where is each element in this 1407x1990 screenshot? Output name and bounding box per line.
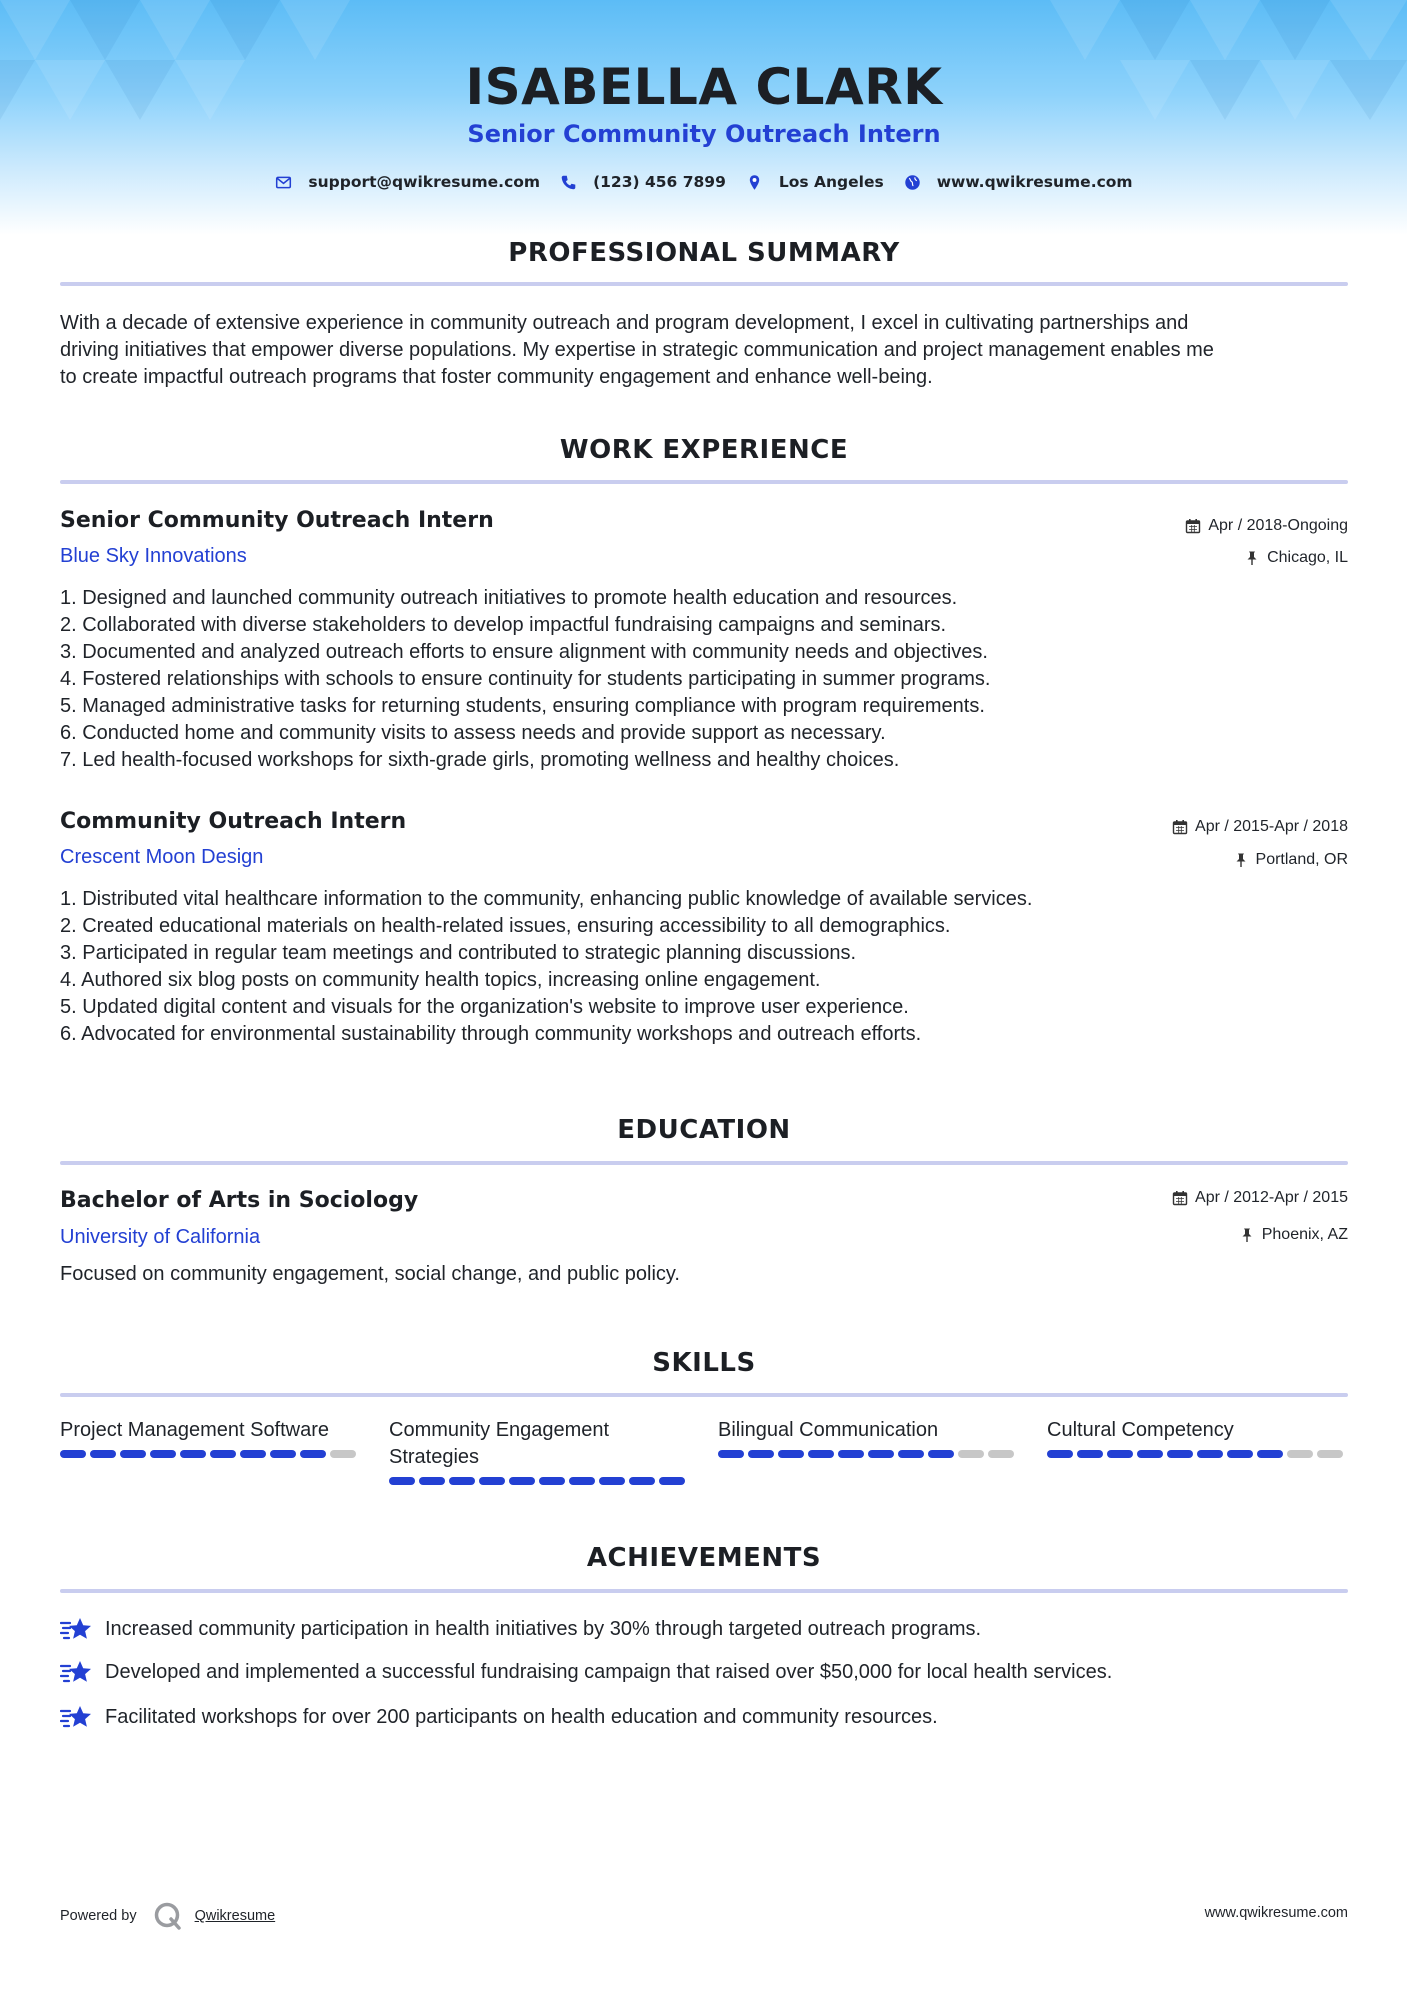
skill-name: Project Management Software [60,1419,330,1441]
skill-segment-filled [569,1477,595,1485]
triangle-pattern-background [0,0,1407,235]
skill-segment-filled [1047,1450,1073,1458]
education-divider [60,1161,1348,1165]
job-location-text: Portland, OR [1255,851,1348,868]
summary-text [60,310,1348,391]
summary-divider [60,282,1348,286]
skills-list [60,1417,1348,1485]
education-location-text: Phoenix, AZ [1261,1226,1348,1243]
achievement-text: Facilitated workshops for over 200 participants on health education and community resources. [105,1705,938,1728]
skill-segment-empty [1317,1450,1343,1458]
achievement-text: Developed and implemented a successful fundraising campaign that raised over $50,000 for local health services. [105,1660,1113,1683]
list-item: 3. Documented and analyzed outreach efforts to ensure alignment with community needs and objectives. [60,641,988,663]
footer-branding [60,1901,275,1931]
skill-level-bar [718,1450,1018,1458]
pushpin-icon [1239,1227,1255,1243]
skill-segment-filled [270,1450,296,1458]
job-responsibilities [60,585,1348,774]
skill-segment-filled [389,1477,415,1485]
education-dates-text: Apr / 2012-Apr / 2015 [1195,1189,1348,1206]
job-company[interactable]: Crescent Moon Design [60,846,264,868]
education-description: Focused on community engagement, social change, and public policy. [60,1263,680,1285]
list-item: 6. Conducted home and community visits to assess needs and provide support as necessary. [60,722,886,744]
skill-segment-empty [330,1450,356,1458]
globe-icon [904,174,921,191]
skill-segment-filled [629,1477,655,1485]
job-location-text: Chicago, IL [1267,549,1348,566]
summary-line: With a decade of extensive experience in community outreach and program development, I excel in cultivating partnerships and [60,312,1189,334]
skill-segment-empty [988,1450,1014,1458]
summary-heading: PROFESSIONAL SUMMARY [508,238,900,268]
skill-segment-filled [1107,1450,1133,1458]
contact-bar [60,173,1348,191]
qwikresume-link[interactable]: Qwikresume [194,1908,276,1924]
list-item: 1. Designed and launched community outreach initiatives to promote health education and resources. [60,587,958,609]
skill-segment-filled [1167,1450,1193,1458]
list-item: 6. Advocated for environmental sustainability through community workshops and outreach efforts. [60,1023,922,1045]
skill-segment-filled [90,1450,116,1458]
phone-icon [560,174,577,191]
summary-line: to create impactful outreach programs that foster community engagement and enhance well-being. [60,366,933,388]
skill-segment-filled [928,1450,954,1458]
candidate-name: ISABELLA CLARK [465,58,943,116]
list-item: 7. Led health-focused workshops for sixth-grade girls, promoting wellness and healthy choices. [60,749,900,771]
pushpin-icon [1233,852,1249,868]
contact-phone[interactable] [560,173,726,191]
skill-segment-empty [1287,1450,1313,1458]
skill-segment-filled [509,1477,535,1485]
achievement-item [60,1615,981,1643]
skills-heading: SKILLS [652,1348,756,1378]
calendar-icon [1172,1190,1188,1206]
skill-segment-filled [240,1450,266,1458]
contact-email[interactable] [275,173,540,191]
envelope-icon [275,174,292,191]
skill-segment-filled [60,1450,86,1458]
list-item: 2. Created educational materials on health-related issues, ensuring accessibility to all demographics. [60,915,951,937]
skill-segment-filled [838,1450,864,1458]
skill-segment-filled [210,1450,236,1458]
list-item: 1. Distributed vital healthcare information to the community, enhancing public knowledge of available services. [60,888,1033,910]
star-icon [60,1703,92,1731]
achievement-item [60,1703,938,1731]
skill-segment-filled [748,1450,774,1458]
skill-segment-filled [778,1450,804,1458]
skill-segment-filled [1077,1450,1103,1458]
experience-heading: WORK EXPERIENCE [559,435,849,465]
qwikresume-logo-icon [153,1901,183,1931]
school-name[interactable]: University of California [60,1226,261,1248]
degree-title: Bachelor of Arts in Sociology [60,1188,419,1213]
skill-item [1047,1417,1347,1485]
list-item: 4. Fostered relationships with schools to ensure continuity for students participating in summer programs. [60,668,991,690]
skill-segment-filled [1227,1450,1253,1458]
skill-segment-filled [599,1477,625,1485]
star-icon [60,1615,92,1643]
skill-segment-filled [479,1477,505,1485]
job-dates-text: Apr / 2015-Apr / 2018 [1195,818,1348,835]
skill-segment-filled [180,1450,206,1458]
skill-name: Cultural Competency [1047,1419,1234,1441]
list-item: 2. Collaborated with diverse stakeholders to develop impactful fundraising campaigns and seminars. [60,614,947,636]
contact-location [746,173,884,191]
skill-segment-filled [808,1450,834,1458]
education-location [1239,1226,1348,1244]
contact-email-text: support@qwikresume.com [308,173,541,191]
list-item: 3. Participated in regular team meetings and contributed to strategic planning discussions. [60,942,857,964]
skills-divider [60,1393,1348,1397]
achievements-divider [60,1589,1348,1593]
job-dates [1185,517,1348,535]
skill-name: Bilingual Communication [718,1419,939,1441]
education-heading: EDUCATION [617,1115,791,1145]
skill-segment-filled [898,1450,924,1458]
achievement-text: Increased community participation in health initiatives by 30% through targeted outreach programs. [105,1617,982,1640]
skill-segment-filled [1257,1450,1283,1458]
skill-segment-filled [449,1477,475,1485]
powered-by-label: Powered by [60,1908,137,1924]
achievements-heading: ACHIEVEMENTS [586,1543,822,1573]
skill-item [718,1417,1018,1485]
contact-phone-text: (123) 456 7899 [593,173,726,191]
calendar-icon [1185,518,1201,534]
job-dates-text: Apr / 2018-Ongoing [1208,517,1348,534]
skill-level-bar [1047,1450,1347,1458]
star-icon [60,1658,92,1686]
job-location [1244,549,1348,567]
education-dates [1172,1189,1348,1207]
skill-segment-filled [868,1450,894,1458]
skill-segment-filled [150,1450,176,1458]
skill-segment-filled [300,1450,326,1458]
skill-level-bar [60,1450,360,1458]
header-background [0,0,1407,235]
skill-segment-filled [419,1477,445,1485]
job-company[interactable]: Blue Sky Innovations [60,545,247,567]
skill-segment-filled [659,1477,685,1485]
summary-line: driving initiatives that empower diverse populations. My expertise in strategic communication and project management enables me [60,339,1214,361]
skill-segment-filled [539,1477,565,1485]
skill-name: Community Engagement Strategies [389,1419,610,1468]
footer-website[interactable]: www.qwikresume.com [1204,1905,1348,1921]
achievement-item [60,1658,1112,1686]
experience-divider [60,480,1348,484]
skill-segment-filled [120,1450,146,1458]
calendar-icon [1172,819,1188,835]
candidate-title: Senior Community Outreach Intern [467,120,941,148]
list-item: 5. Managed administrative tasks for returning students, ensuring compliance with program requirements. [60,695,985,717]
job-responsibilities [60,886,1348,1048]
skill-segment-empty [958,1450,984,1458]
job-location [1233,851,1348,869]
skill-segment-filled [718,1450,744,1458]
contact-website[interactable] [904,173,1133,191]
job-title: Community Outreach Intern [60,809,407,834]
skill-item [60,1417,360,1485]
skill-segment-filled [1137,1450,1163,1458]
list-item: 4. Authored six blog posts on community health topics, increasing online engagement. [60,969,821,991]
job-title: Senior Community Outreach Intern [60,508,494,533]
skill-level-bar [389,1477,689,1485]
skill-item [389,1417,689,1485]
location-pin-icon [746,174,763,191]
contact-location-text: Los Angeles [778,173,884,191]
list-item: 5. Updated digital content and visuals for the organization's website to improve user experience. [60,996,909,1018]
skill-segment-filled [1197,1450,1223,1458]
job-dates [1172,818,1348,836]
contact-website-text: www.qwikresume.com [936,173,1133,191]
pushpin-icon [1244,550,1260,566]
